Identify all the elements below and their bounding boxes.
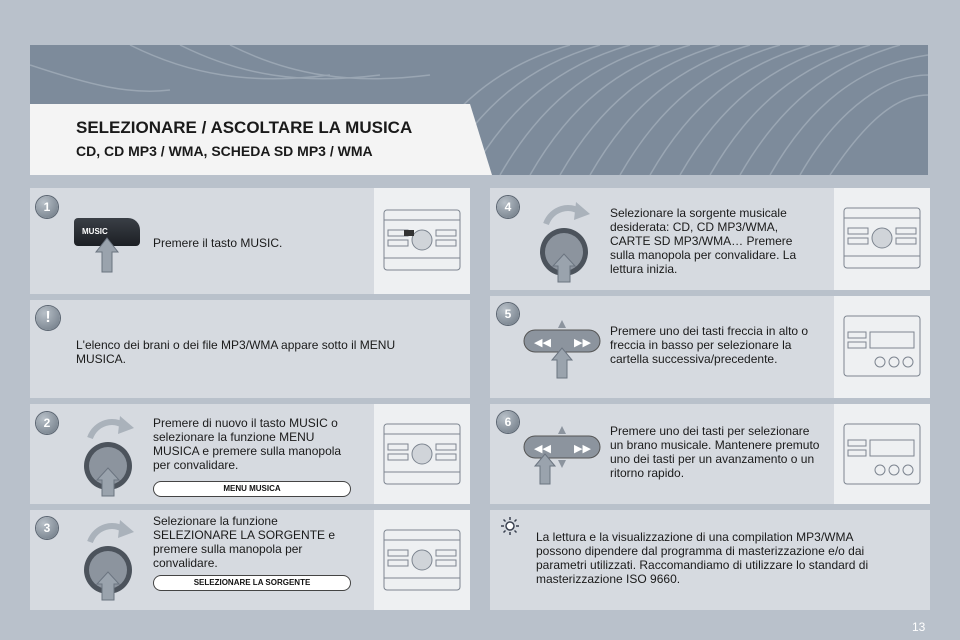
step-5-number: 5 (497, 303, 519, 325)
step-2-number: 2 (36, 412, 58, 434)
step-6-number: 6 (497, 411, 519, 433)
page-title: SELEZIONARE / ASCOLTARE LA MUSICA (76, 118, 413, 137)
radio-faceplate-icon (380, 414, 464, 494)
step-6-text: Premere uno dei tasti per selezionare un brano musicale. Mantenere premuto uno dei tasti per un avanzamento o un ritorno rapido. (610, 424, 820, 480)
step-1-number: 1 (36, 196, 58, 218)
tip-sun-icon (500, 516, 520, 536)
svg-text:▶▶: ▶▶ (574, 336, 591, 349)
menu-musica-pill: MENU MUSICA (153, 481, 351, 497)
step-4-text: Selezionare la sorgente musicale desiderata: CD, CD MP3/WMA, CARTE SD MP3/WMA… Premere sulla manopola per convalidare. La lettura inizia. (610, 206, 797, 276)
rotary-knob-icon (72, 518, 150, 602)
svg-text:◀◀: ◀◀ (534, 336, 551, 349)
arrow-keys-icon (520, 424, 604, 486)
svg-text:◀◀: ◀◀ (534, 442, 551, 455)
press-arrow-icon (74, 214, 142, 274)
page-subtitle: CD, CD MP3 / WMA, SCHEDA SD MP3 / WMA (76, 143, 373, 159)
step-2-text: Premere di nuovo il tasto MUSIC o selezionare la funzione MENU MUSICA e premere sulla manopola per convalidare. (153, 416, 342, 472)
radio-faceplate-icon (840, 198, 924, 278)
radio-faceplate-icon (380, 520, 464, 600)
page-number: 13 (912, 620, 926, 634)
rotary-knob-icon (72, 414, 150, 498)
music-key-icon (74, 214, 142, 274)
radio-faceplate-icon (380, 200, 464, 280)
svg-text:▶▶: ▶▶ (574, 442, 591, 455)
selezionare-sorgente-pill: SELEZIONARE LA SORGENTE (153, 575, 351, 591)
rotary-knob-icon (528, 200, 606, 284)
radio-faceplate-icon (840, 414, 924, 494)
radio-faceplate-icon (840, 306, 924, 386)
step-3-number: 3 (36, 517, 58, 539)
tip-text: La lettura e la visualizzazione di una compilation MP3/WMA possono dipendere dal programma di masterizzazione e/o dai parametri utilizzati. Raccomandiamo di utilizzare lo standard di masterizzazione ISO 9660. (536, 530, 869, 586)
step-1-text: Premere il tasto MUSIC. (153, 236, 283, 250)
music-key-label: MUSIC (74, 218, 140, 246)
step-4-number: 4 (497, 196, 519, 218)
title-box (30, 104, 470, 175)
warning-icon: ! (36, 306, 60, 330)
arrow-keys-icon (520, 318, 604, 380)
step-3-text: Selezionare la funzione SELEZIONARE LA SORGENTE e premere sulla manopola per convalidare. (153, 514, 336, 570)
step-5-text: Premere uno dei tasti freccia in alto o freccia in basso per selezionare la cartella successiva/precedente. (610, 324, 809, 366)
warning-text: L'elenco dei brani o dei file MP3/WMA appare sotto il MENU MUSICA. (76, 338, 396, 366)
